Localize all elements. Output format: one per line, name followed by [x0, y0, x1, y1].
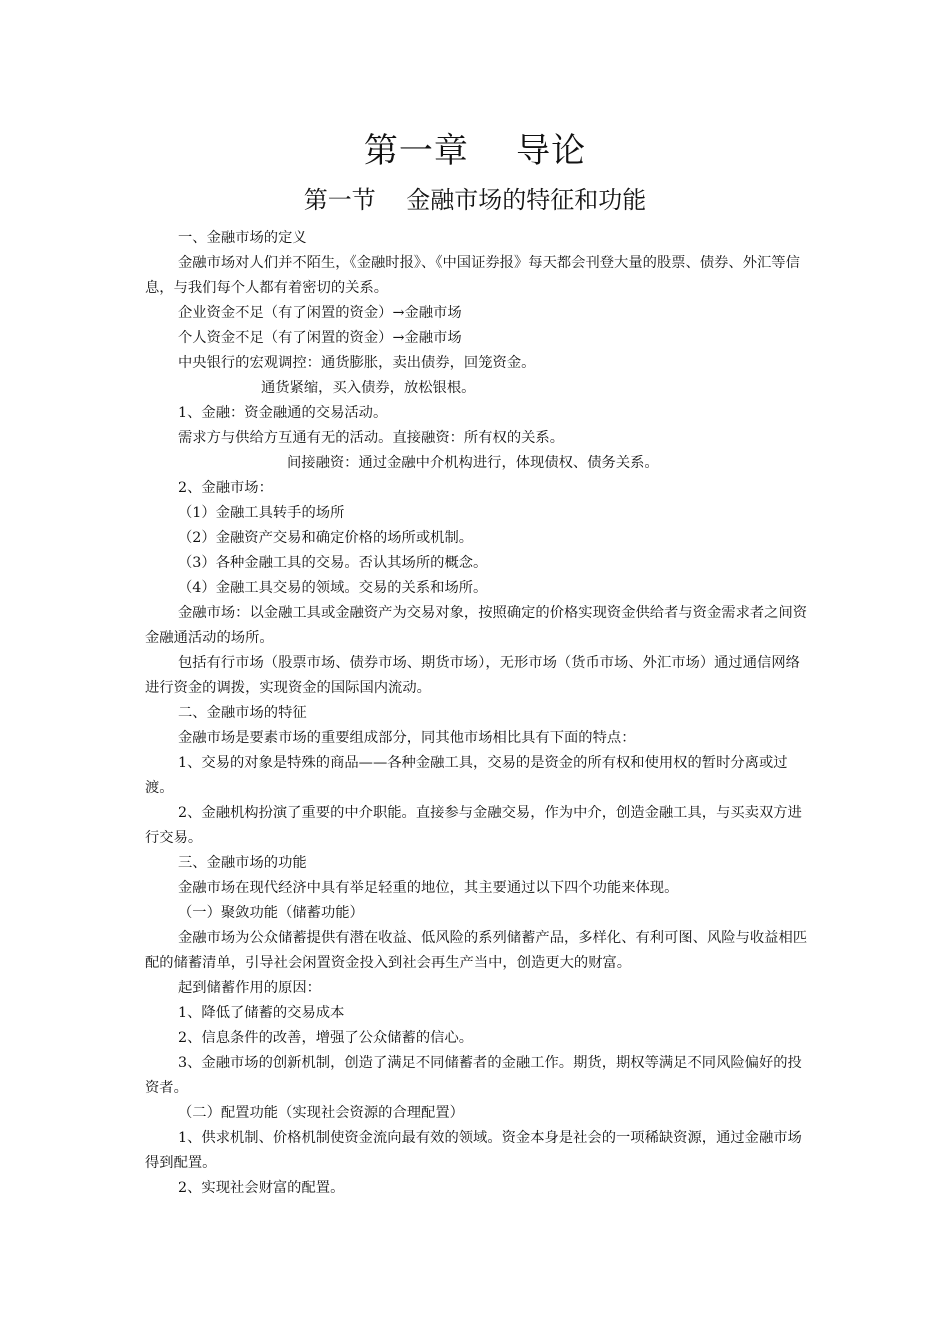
paragraph: 金融市场对人们并不陌生，《金融时报》、《中国证券报》每天都会刊登大量的股票、债券、外汇等信息，与我们每个人都有着密切的关系。: [145, 255, 800, 296]
paragraph: 2、金融市场：: [178, 480, 273, 496]
heading-features: 二、金融市场的特征: [178, 705, 307, 721]
heading-definition: 一、金融市场的定义: [178, 230, 307, 246]
paragraph: 需求方与供给方互通有无的活动。直接融资：所有权的关系。: [178, 430, 565, 446]
paragraph: 1、金融：资金融通的交易活动。: [178, 405, 388, 421]
paragraph: 1、交易的对象是特殊的商品——各种金融工具，交易的是资金的所有权和使用权的暂时分离或过渡。: [145, 755, 788, 796]
paragraph-indented: 间接融资：通过金融中介机构进行，体现债权、债务关系。: [287, 455, 659, 471]
paragraph: 中央银行的宏观调控：通货膨胀，卖出债券，回笼资金。: [178, 355, 536, 371]
paragraph: 金融市场为公众储蓄提供有潜在收益、低风险的系列储蓄产品，多样化、有利可图、风险与收益相匹配的储蓄清单，引导社会闲置资金投入到社会再生产当中，创造更大的财富。: [145, 930, 808, 971]
paragraph: 企业资金不足（有了闲置的资金）→金融市场: [178, 305, 462, 321]
paragraph: 包括有行市场（股票市场、债券市场、期货市场），无形市场（货币市场、外汇市场）通过通信网络进行资金的调拨，实现资金的国际国内流动。: [145, 655, 800, 696]
paragraph: 2、金融机构扮演了重要的中介职能。直接参与金融交易，作为中介，创造金融工具，与买卖双方进行交易。: [145, 805, 802, 846]
paragraph-indented: 通货紧缩，买入债券，放松银根。: [261, 380, 476, 396]
list-item: （1）金融工具转手的场所: [178, 505, 345, 521]
list-item: （3）各种金融工具的交易。否认其场所的概念。: [178, 555, 488, 571]
chapter-title: 第一章 导论: [363, 131, 587, 171]
paragraph: 1、供求机制、价格机制使资金流向最有效的领域。资金本身是社会的一项稀缺资源，通过金融市场得到配置。: [145, 1130, 802, 1171]
document-body: [145, 226, 810, 1201]
list-item: （4）金融工具交易的领域。交易的关系和场所。: [178, 580, 488, 596]
paragraph: 金融市场在现代经济中具有举足轻重的地位，其主要通过以下四个功能来体现。: [178, 880, 679, 896]
paragraph: 2、实现社会财富的配置。: [178, 1180, 345, 1196]
paragraph: 起到储蓄作用的原因：: [178, 980, 321, 996]
list-item: 2、信息条件的改善，增强了公众储蓄的信心。: [178, 1030, 474, 1046]
paragraph: 金融市场是要素市场的重要组成部分，同其他市场相比具有下面的特点：: [178, 730, 636, 746]
list-item: 3、金融市场的创新机制，创造了满足不同储蓄者的金融工作。期货，期权等满足不同风险偏好的投资者。: [145, 1055, 802, 1096]
paragraph: 个人资金不足（有了闲置的资金）→金融市场: [178, 330, 462, 346]
section-title: 第一节 金融市场的特征和功能: [303, 186, 647, 214]
heading-functions: 三、金融市场的功能: [178, 855, 307, 871]
subheading: （二）配置功能（实现社会资源的合理配置）: [178, 1105, 464, 1121]
subheading: （一）聚敛功能（储蓄功能）: [178, 905, 364, 921]
list-item: 1、降低了储蓄的交易成本: [178, 1005, 345, 1021]
list-item: （2）金融资产交易和确定价格的场所或机制。: [178, 530, 474, 546]
paragraph: 金融市场：以金融工具或金融资产为交易对象，按照确定的价格实现资金供给者与资金需求者之间资金融通活动的场所。: [145, 605, 808, 646]
